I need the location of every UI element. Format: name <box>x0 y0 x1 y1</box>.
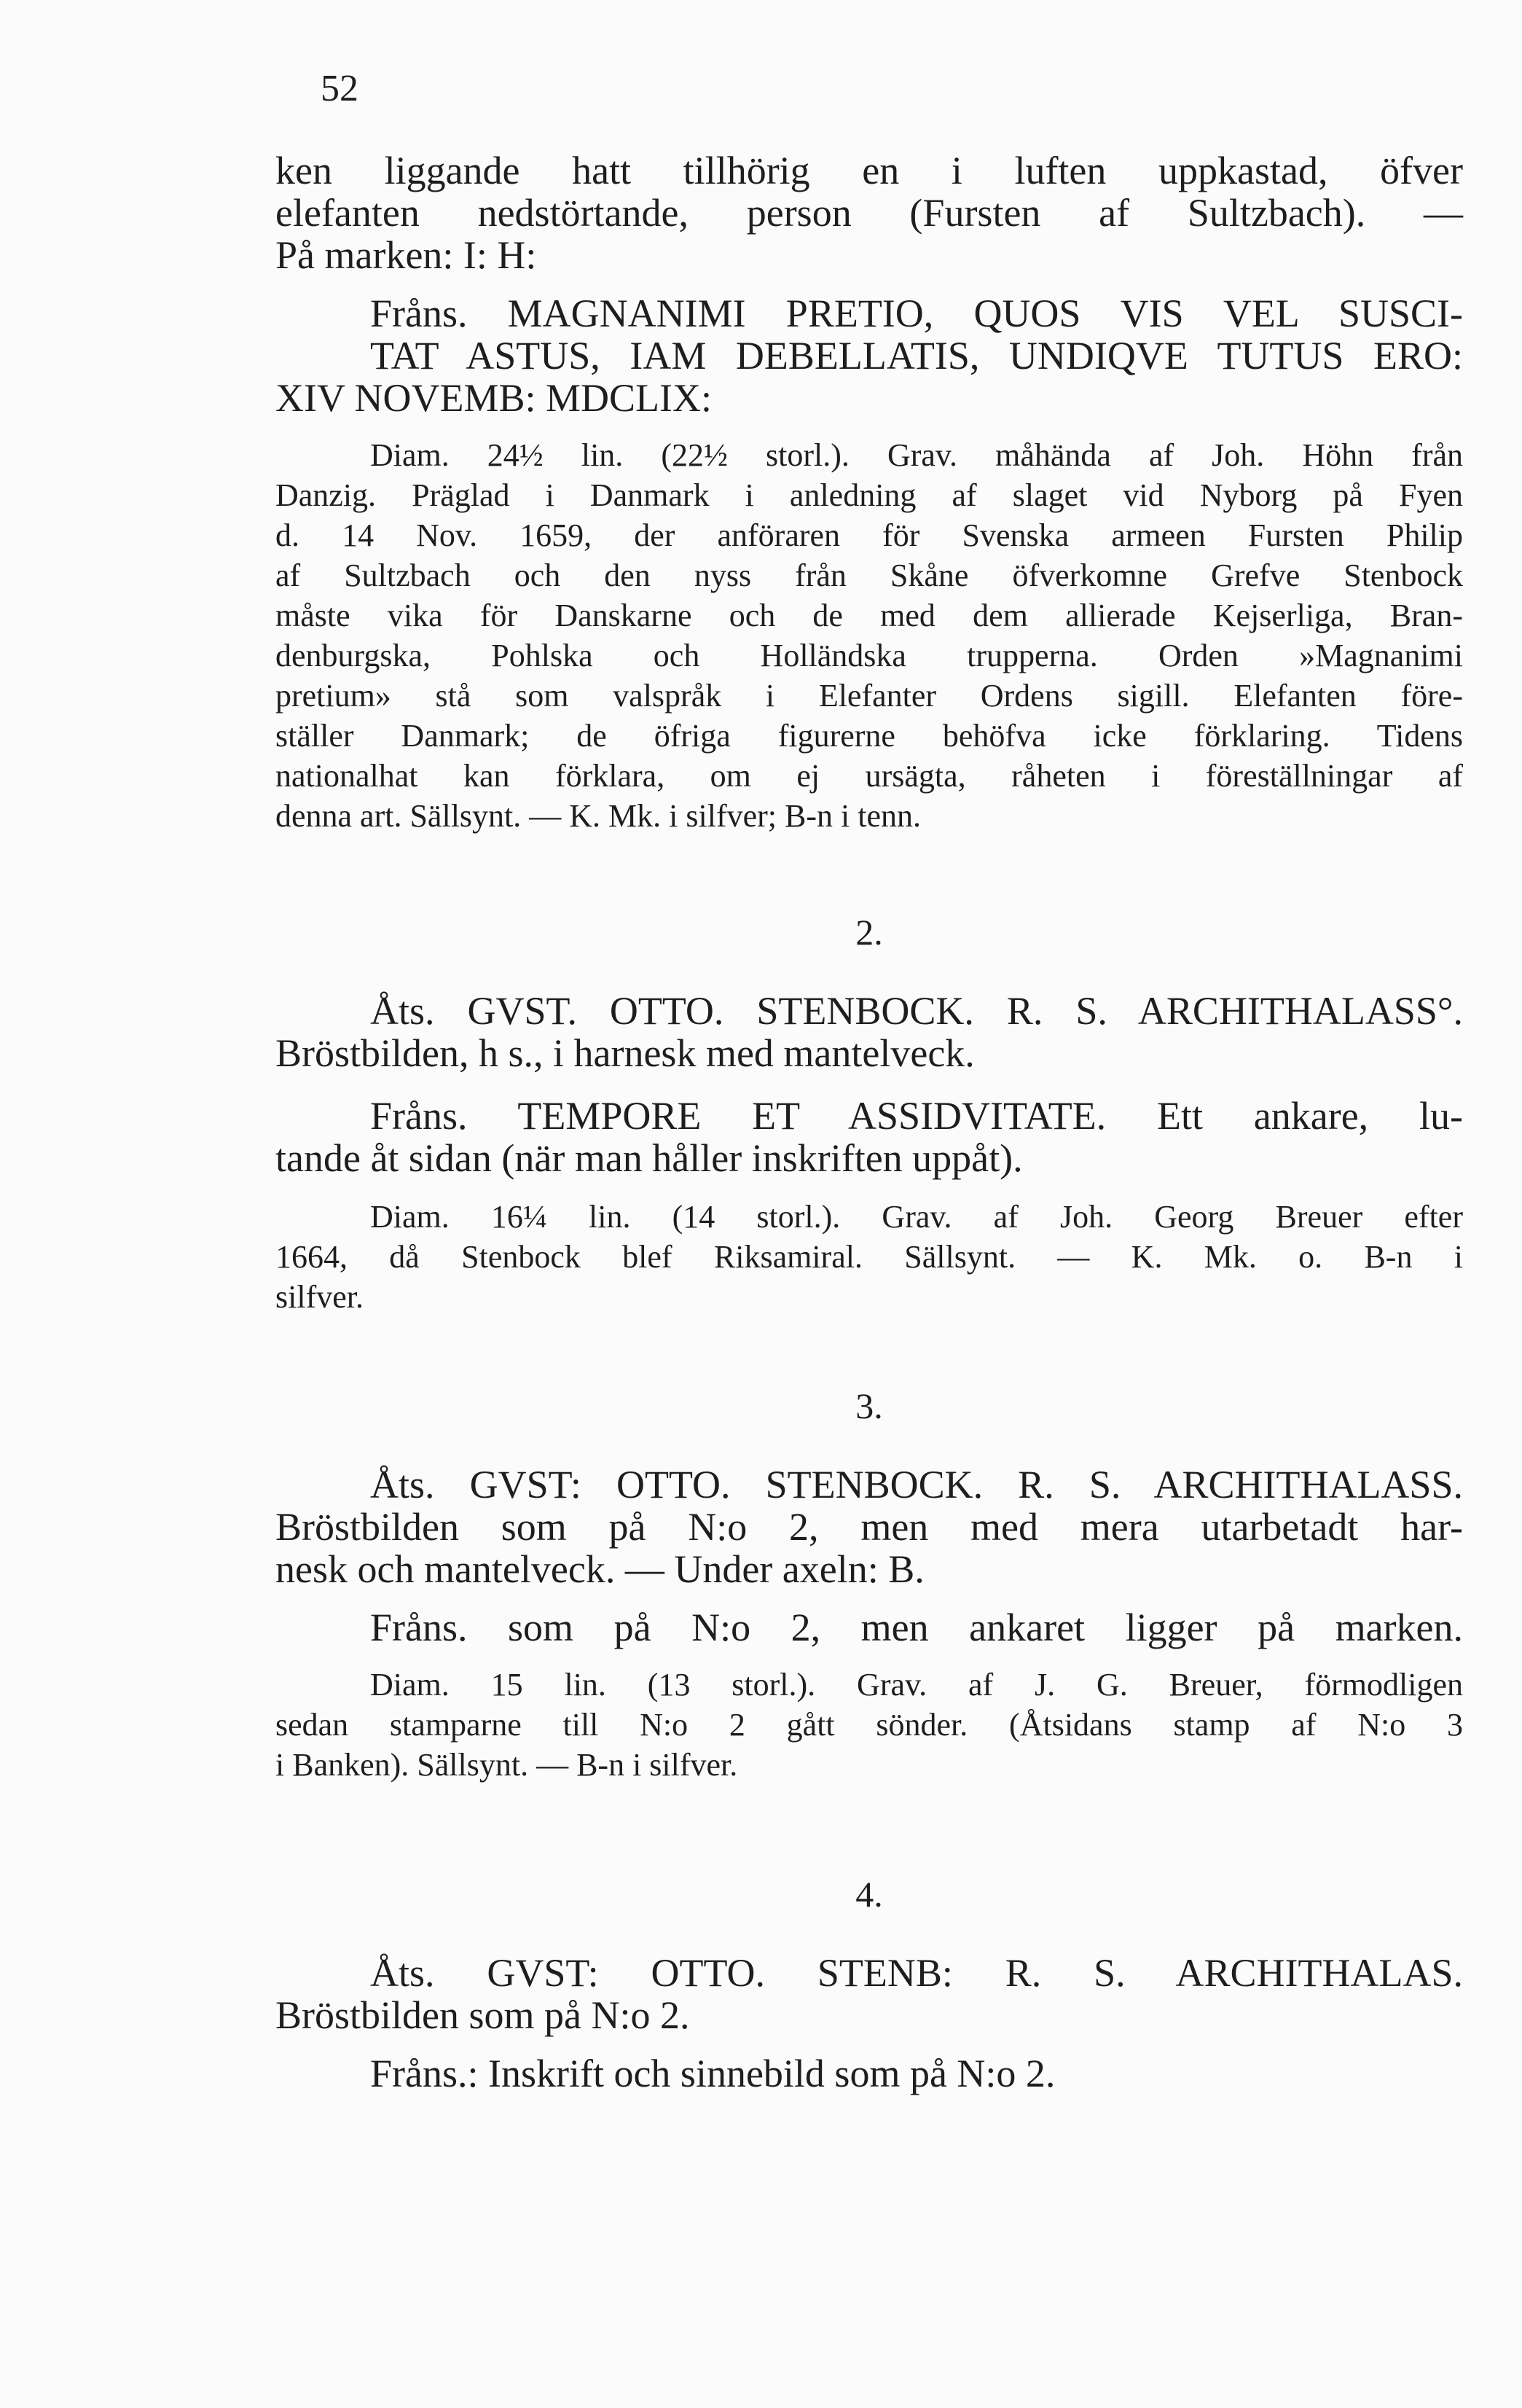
text-line: denburgska, Pohlska och Holländska trupperna. Orden »Magnanimi <box>275 638 1463 673</box>
text-line: XIV NOVEMB: MDCLIX: <box>275 376 713 420</box>
text-line: sedan stamparne till N:o 2 gått sönder. (Åtsidans stamp af N:o 3 <box>275 1707 1463 1743</box>
text-line: måste vika för Danskarne och de med dem allierade Kejserliga, Bran- <box>275 598 1463 633</box>
text-line: pretium» stå som valspråk i Elefanter Ordens sigill. Elefanten före- <box>275 678 1463 714</box>
text-line: af Sultzbach och den nyss från Skåne öfverkomne Grefve Stenbock <box>275 558 1463 593</box>
entry-number: 2. <box>855 912 883 953</box>
text-line: Bröstbilden, h s., i harnesk med mantelveck. <box>275 1031 975 1075</box>
text-line: ställer Danmark; de öfriga figurerne behöfva icke förklaring. Tidens <box>275 718 1463 754</box>
entry-3 <box>275 1385 1463 1785</box>
entry-number: 4. <box>855 1874 883 1915</box>
text-line: elefanten nedstörtande, person (Fursten af Sultzbach). — <box>275 191 1463 235</box>
text-line: Bröstbilden som på N:o 2. <box>275 1993 690 2037</box>
text-line: Bröstbilden som på N:o 2, men med mera utarbetadt har- <box>275 1505 1463 1549</box>
text-line: Fråns. TEMPORE ET ASSIDVITATE. Ett ankare, lu- <box>370 1094 1463 1138</box>
text-line: Fråns.: Inskrift och sinnebild som på N:o 2. <box>370 2052 1056 2095</box>
text-line: tande åt sidan (när man håller inskriften uppåt). <box>275 1136 1023 1180</box>
text-line: denna art. Sällsynt. — K. Mk. i silfver; B-n i tenn. <box>275 798 921 834</box>
text-line: Åts. GVST: OTTO. STENB: R. S. ARCHITHALAS. <box>370 1951 1463 1995</box>
text-line: Fråns. MAGNANIMI PRETIO, QUOS VIS VEL SUSCI- <box>370 292 1463 335</box>
text-line: Åts. GVST: OTTO. STENBOCK. R. S. ARCHITHALASS. <box>370 1463 1463 1506</box>
note-paragraph <box>275 435 1463 836</box>
text-line: nesk och mantelveck. — Under axeln: B. <box>275 1547 925 1591</box>
entry-number: 3. <box>855 1385 883 1426</box>
text-line: i Banken). Sällsynt. — B-n i silfver. <box>275 1747 738 1783</box>
page-number: 52 <box>321 68 358 109</box>
text-line: Diam. 16¼ lin. (14 storl.). Grav. af Joh. Georg Breuer efter <box>370 1199 1463 1235</box>
text-line: ken liggande hatt tillhörig en i luften uppkastad, öfver <box>275 149 1463 192</box>
text-line: Åts. GVST. OTTO. STENBOCK. R. S. ARCHITHALASS°. <box>370 989 1463 1033</box>
text-line: På marken: I: H: <box>275 233 537 277</box>
text-paragraph <box>275 292 1463 377</box>
entry-2 <box>275 911 1463 1317</box>
text-line: silfver. <box>275 1279 364 1315</box>
text-line: d. 14 Nov. 1659, der anföraren för Svenska armeen Fursten Philip <box>275 517 1463 553</box>
text-line: Diam. 15 lin. (13 storl.). Grav. af J. G. Breuer, förmodligen <box>370 1667 1463 1703</box>
text-line: 1664, då Stenbock blef Riksamiral. Sällsynt. — K. Mk. o. B-n i <box>275 1239 1463 1275</box>
text-line: Fråns. som på N:o 2, men ankaret ligger på marken. <box>370 1606 1463 1649</box>
text-paragraph <box>275 149 1463 234</box>
text-line: nationalhat kan förklara, om ej ursägta, råheten i föreställningar af <box>275 758 1463 794</box>
entry-1-continued <box>275 149 1463 836</box>
entry-4 <box>275 1873 1463 2095</box>
text-line: Diam. 24½ lin. (22½ storl.). Grav. måhända af Joh. Höhn från <box>370 437 1463 473</box>
text-line: Danzig. Präglad i Danmark i anledning af slaget vid Nyborg på Fyen <box>275 477 1463 513</box>
text-line: TAT ASTUS, IAM DEBELLATIS, UNDIQVE TUTUS ERO: <box>370 334 1463 378</box>
